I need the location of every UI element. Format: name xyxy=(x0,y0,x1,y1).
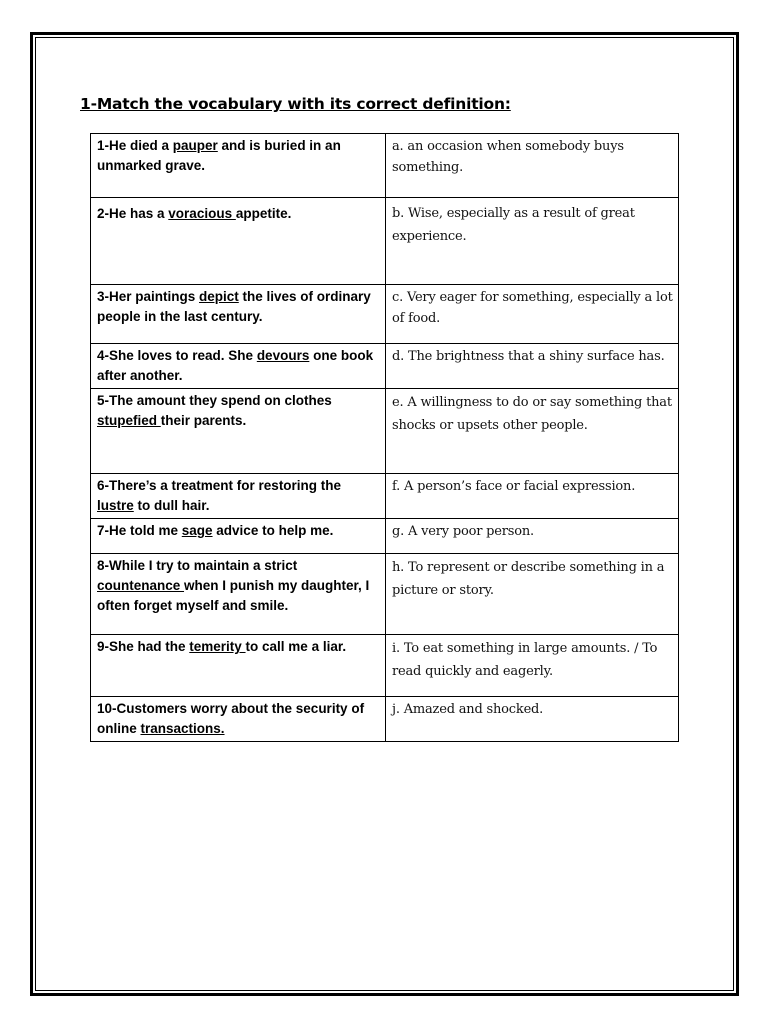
table-row xyxy=(91,198,679,285)
sentence-cell xyxy=(91,198,386,285)
definition-cell: j. Amazed and shocked. xyxy=(386,697,679,742)
definition-cell: i. To eat something in large amounts. / To read quickly and eagerly. xyxy=(386,635,679,697)
sentence-text: 10-Customers worry about the security of online xyxy=(97,701,365,736)
table-row xyxy=(91,134,679,198)
table-row xyxy=(91,474,679,519)
sentence-cell xyxy=(91,344,386,389)
vocab-word: stupefied xyxy=(97,413,161,428)
sentence-text: 9-She had the xyxy=(97,639,190,654)
sentence-text: 3-Her paintings xyxy=(97,289,200,304)
sentence-cell xyxy=(91,697,386,742)
sentence-text: 8-While I try to maintain a strict xyxy=(97,558,298,573)
sentence-cell xyxy=(91,554,386,635)
sentence-text: to call me a liar. xyxy=(245,639,347,654)
definition-cell: d. The brightness that a shiny surface has. xyxy=(386,344,679,389)
sentence-text: 7-He told me xyxy=(97,523,182,538)
definition-cell: a. an occasion when somebody buys something. xyxy=(386,134,679,198)
sentence-text: 6-There’s a treatment for restoring the xyxy=(97,478,342,493)
table-row xyxy=(91,285,679,344)
sentence-text: one book after another. xyxy=(97,348,374,383)
sentence-text: 1-He died a xyxy=(97,138,173,153)
sentence-cell xyxy=(91,635,386,697)
definition-cell: b. Wise, especially as a result of great experience. xyxy=(386,198,679,285)
vocab-word: lustre xyxy=(97,498,134,513)
table-row xyxy=(91,635,679,697)
sentence-text: the lives of ordinary people in the last century. xyxy=(97,289,371,324)
table-row xyxy=(91,519,679,554)
sentence-text: when I punish my daughter, I often forget myself and smile. xyxy=(97,578,370,613)
table-row xyxy=(91,389,679,474)
sentence-cell xyxy=(91,519,386,554)
sentence-text: their parents. xyxy=(160,413,247,428)
sentence-text: 5-The amount they spend on clothes xyxy=(97,393,332,408)
sentence-text: appetite. xyxy=(235,206,292,221)
table-row xyxy=(91,697,679,742)
vocab-word: transactions. xyxy=(140,721,225,736)
vocab-word: sage xyxy=(181,523,213,538)
sentence-text: 4-She loves to read. She xyxy=(97,348,257,363)
definition-cell: f. A person’s face or facial expression. xyxy=(386,474,679,519)
vocab-word: voracious xyxy=(168,206,236,221)
sentence-text: and is buried in an unmarked grave. xyxy=(97,138,341,173)
vocab-word: devours xyxy=(256,348,310,363)
definition-cell: c. Very eager for something, especially a lot of food. xyxy=(386,285,679,344)
table-row xyxy=(91,344,679,389)
definition-cell: h. To represent or describe something in a picture or story. xyxy=(386,554,679,635)
sentence-cell xyxy=(91,474,386,519)
vocab-word: pauper xyxy=(172,138,218,153)
vocab-word: temerity xyxy=(189,639,246,654)
sentence-text: advice to help me. xyxy=(212,523,334,538)
vocab-word: countenance xyxy=(97,578,185,593)
sentence-cell xyxy=(91,285,386,344)
sentence-cell xyxy=(91,134,386,198)
definition-cell: e. A willingness to do or say something that shocks or upsets other people. xyxy=(386,389,679,474)
vocab-word: depict xyxy=(199,289,239,304)
exercise-heading: 1-Match the vocabulary with its correct definition: xyxy=(80,95,511,113)
definition-cell: g. A very poor person. xyxy=(386,519,679,554)
table-row xyxy=(91,554,679,635)
sentence-cell xyxy=(91,389,386,474)
sentence-text: 2-He has a xyxy=(97,206,169,221)
sentence-text: to dull hair. xyxy=(133,498,210,513)
vocabulary-table xyxy=(90,133,679,742)
